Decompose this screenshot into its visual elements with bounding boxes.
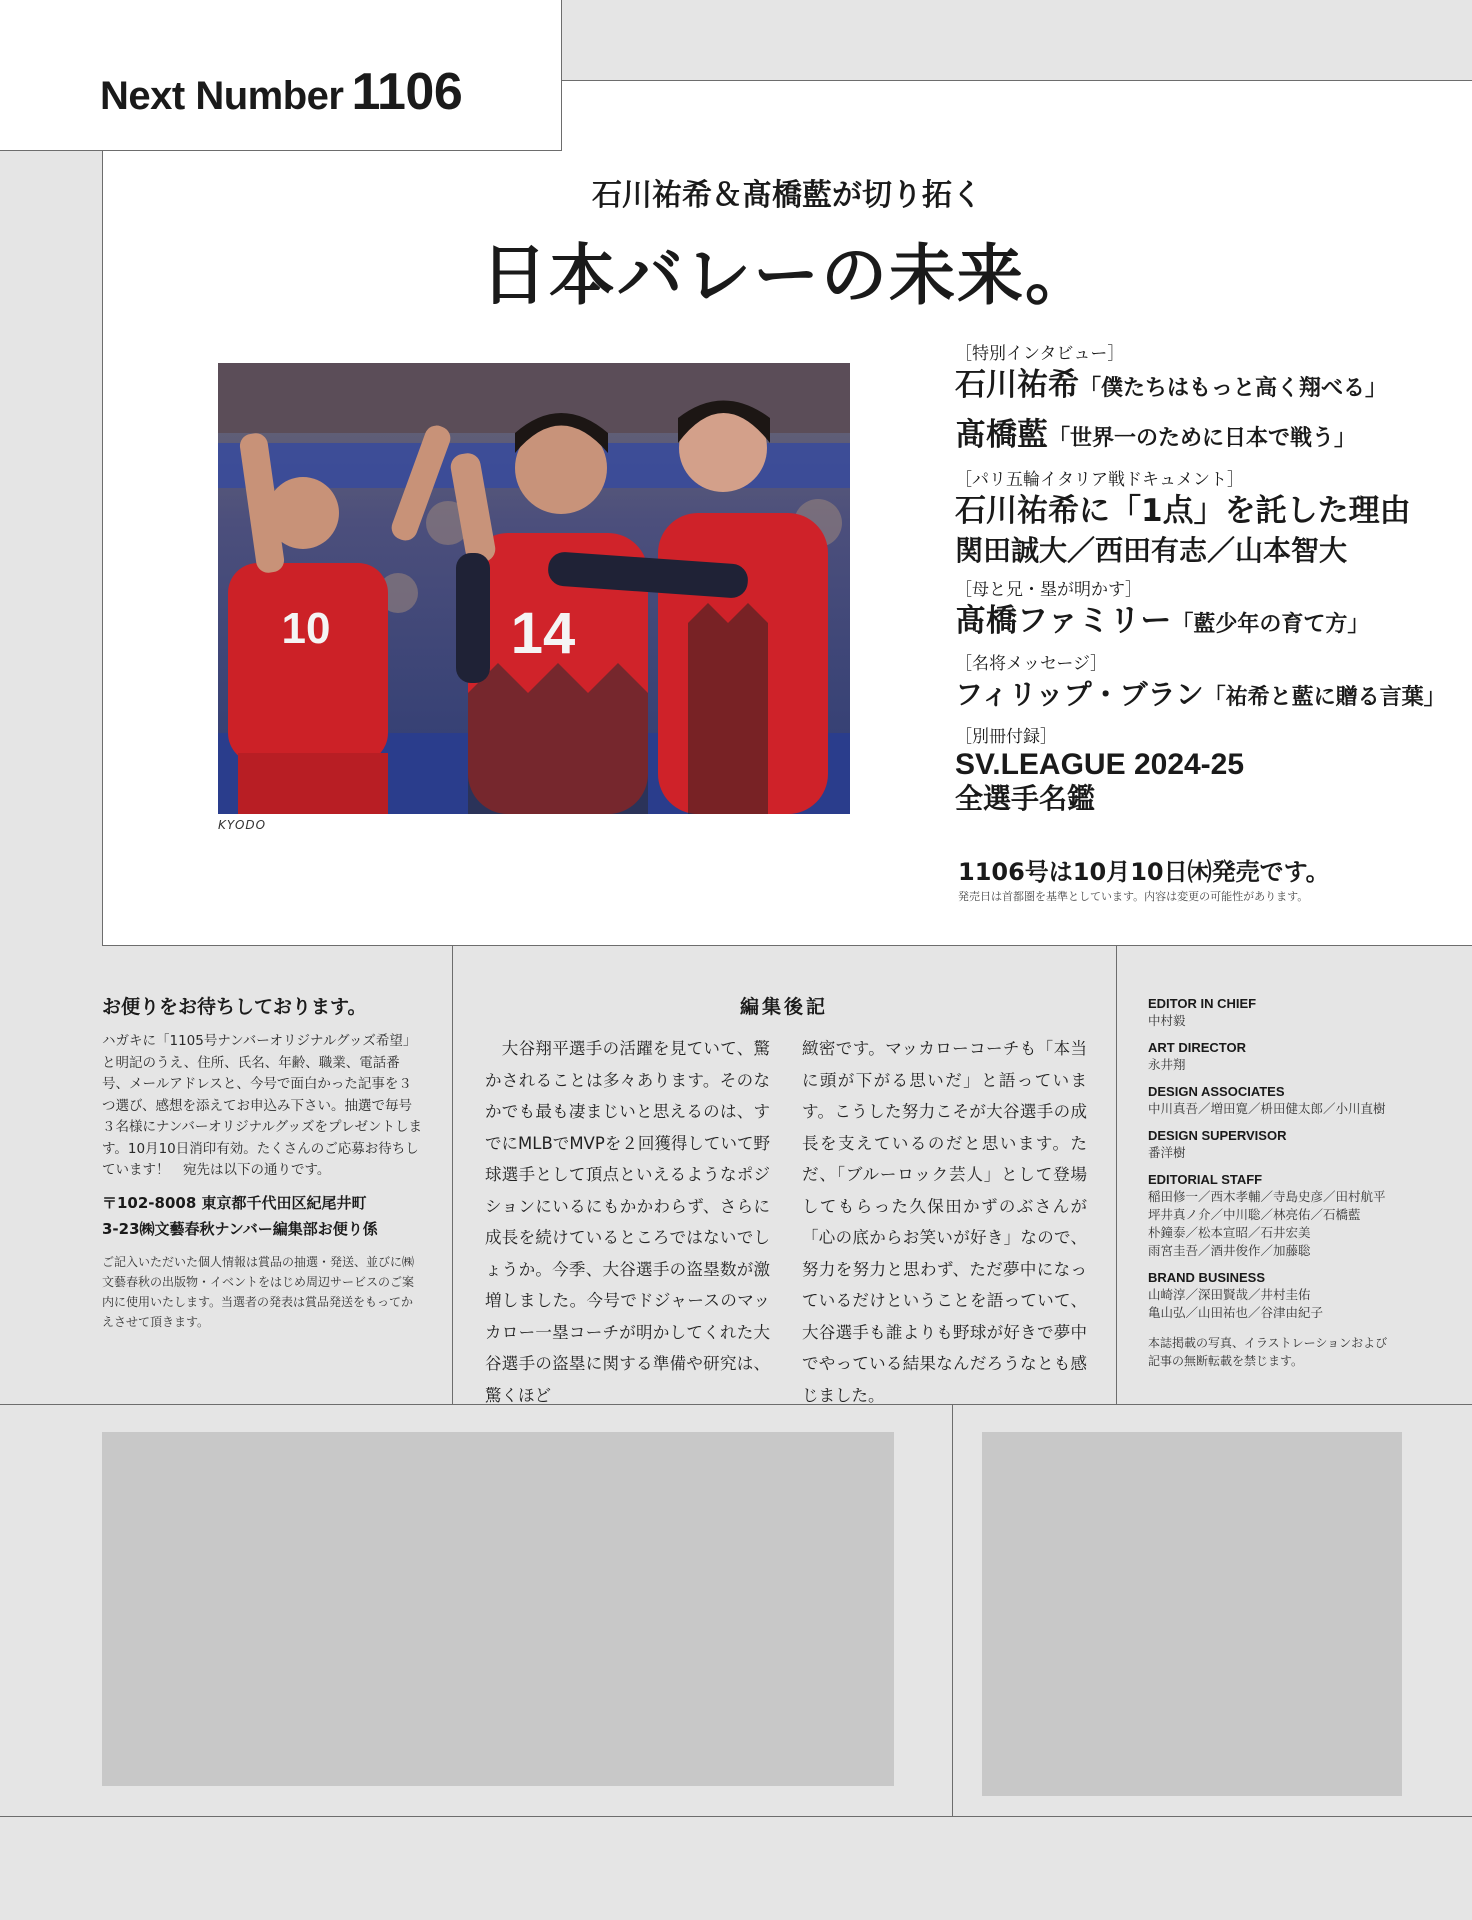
item-line	[955, 601, 1455, 645]
svg-text:10: 10	[281, 604, 331, 653]
postscript-col-1: 大谷翔平選手の活躍を見ていて、驚かされることは多々あります。そのなかでも最も凄まじいと思えるのは、すでにMLBでMVPを２回獲得していて野球選手として頂点といえるようなポジションにいるにもかかわらず、さらに成長を続けているところではないでしょうか。今季、大谷選手の盗塁数が激増しました。今号でドジャースのマッカロー一塁コーチが明かしてくれた大谷選手の盗塁に関する準備や研究は、驚くほど	[485, 1039, 770, 1405]
staff-names: 山崎淳／深田賢哉／井村圭佑	[1148, 1287, 1311, 1302]
item-name: フィリップ・ブラン	[955, 678, 1204, 711]
item-tag: ［特別インタビュー］	[955, 344, 1125, 364]
item-line: 関田誠大／西田有志／山本智大	[955, 534, 1348, 567]
col-divider-2	[1116, 946, 1117, 1404]
staff-role: DESIGN ASSOCIATES	[1148, 1084, 1285, 1099]
item-name: 髙橋ファミリー	[955, 603, 1172, 639]
ad-placeholder-large	[102, 1432, 894, 1786]
staff-names: 朴鐘泰／松本宣昭／石井宏美	[1148, 1225, 1311, 1240]
copyright-line: 記事の無断転載を禁じます。	[1148, 1354, 1304, 1368]
letters-column	[102, 992, 424, 1332]
ad-placeholder-small	[982, 1432, 1402, 1796]
staff-role: DESIGN SUPERVISOR	[1148, 1128, 1287, 1143]
item-line: SV.LEAGUE 2024-25	[955, 748, 1245, 781]
item-quote: 「僕たちはもっと高く翔べる」	[1079, 376, 1388, 401]
photo-credit: KYODO	[218, 818, 267, 832]
next-number-tab	[0, 0, 562, 151]
letters-address-1: 〒102-8008 東京都千代田区紀尾井町	[102, 1193, 367, 1212]
staff-role: EDITOR IN CHIEF	[1148, 996, 1257, 1011]
letters-address-2: 3-23㈱文藝春秋ナンバー編集部お便り係	[102, 1219, 378, 1238]
item-tag: ［別冊付録］	[955, 727, 1057, 747]
release-date: 1106号は10月10日㈭発売です。	[958, 858, 1330, 886]
staff-names: 中川真吾／増田寛／枡田健太郎／小川直樹	[1148, 1101, 1386, 1116]
letters-body: ハガキに「1105号ナンバーオリジナルグッズ希望」と明記のうえ、住所、氏名、年齢、職業、電話番号、メールアドレスと、今号で面白かった記事を３つ選び、感想を添えてお申込み下さい。抽選で毎号３名様にナンバーオリジナルグッズをプレゼントします。10月10日消印有効。たくさんのご応募お待ちしています！ 宛先は以下の通りです。	[102, 1033, 422, 1178]
item-line	[955, 415, 1455, 459]
next-number-label: Next Number	[100, 74, 344, 118]
issue-number: 1106	[351, 63, 463, 121]
staff-names: 雨宮圭吾／酒井俊作／加藤聡	[1148, 1243, 1311, 1258]
staff-role: ART DIRECTOR	[1148, 1040, 1246, 1055]
item-tag: ［母と兄・塁が明かす］	[955, 580, 1142, 600]
feature-subhead: 石川祐希＆髙橋藍が切り拓く	[592, 178, 982, 213]
item-tag: ［名将メッセージ］	[955, 654, 1108, 674]
item-line	[955, 675, 1455, 718]
cover-photo	[218, 363, 850, 814]
privacy-note: ご記入いただいた個人情報は賞品の抽選・発送、並びに㈱文藝春秋の出版物・イベントをはじめ周辺サービスのご案内に使用いたします。当選者の発表は賞品発送をもってかえさせて頂きます。	[102, 1254, 415, 1329]
staff-role: BRAND BUSINESS	[1148, 1270, 1266, 1285]
staff-names: 番洋樹	[1148, 1145, 1186, 1160]
feature-headline: 日本バレーの未来。	[481, 237, 1093, 314]
item-name: 石川祐希	[955, 367, 1079, 403]
staff-names: 亀山弘／山田祐也／谷津由紀子	[1148, 1305, 1324, 1320]
release-note: 発売日は首都圏を基準としています。内容は変更の可能性があります。	[958, 890, 1309, 903]
staff-names: 永井翔	[1148, 1057, 1186, 1072]
bottom-rule	[0, 1816, 1472, 1817]
copyright-line: 本誌掲載の写真、イラストレーションおよび	[1148, 1336, 1388, 1350]
volleyball-players-image	[218, 363, 850, 814]
item-line: 全選手名鑑	[955, 782, 1096, 815]
staff-names: 稲田修一／西木孝輔／寺島史彦／田村航平	[1148, 1189, 1386, 1204]
postscript-col-2: 緻密です。マッカローコーチも「本当に頭が下がる思いだ」と語っています。こうした努力こそが大谷選手の成長を支えているのだと思います。ただ、「ブルーロック芸人」として登場してもらった久保田かずのぶさんが「心の底からお笑いが好き」なので、努力を努力と思わず、ただ夢中になっているだけということを語っていて、大谷選手も誰よりも野球が好きで夢中でやっている結果なんだろうなとも感じました。	[802, 1039, 1087, 1405]
next-number-title	[100, 62, 462, 122]
staff-column	[1148, 996, 1458, 1370]
ad-divider	[952, 1404, 953, 1816]
svg-text:14: 14	[510, 601, 576, 666]
item-line	[955, 365, 1455, 409]
staff-names: 中村毅	[1148, 1013, 1186, 1028]
item-tag: ［パリ五輪イタリア戦ドキュメント］	[955, 470, 1244, 490]
item-line: 石川祐希に「1点」を託した理由	[955, 493, 1411, 529]
item-quote: 「世界一のために日本で戦う」	[1048, 426, 1357, 451]
item-name: 髙橋藍	[955, 417, 1048, 453]
item-quote: 「藍少年の育て方」	[1171, 612, 1370, 637]
letters-title: お便りをお待ちしております。	[102, 996, 367, 1018]
postscript-title: 編集後記	[739, 996, 828, 1018]
contents-list	[955, 335, 1455, 816]
staff-names: 坪井真ノ介／中川聡／林亮佑／石橋藍	[1148, 1207, 1361, 1222]
staff-role: EDITORIAL STAFF	[1148, 1172, 1263, 1187]
item-quote: 「祐希と藍に贈る言葉」	[1203, 685, 1446, 710]
